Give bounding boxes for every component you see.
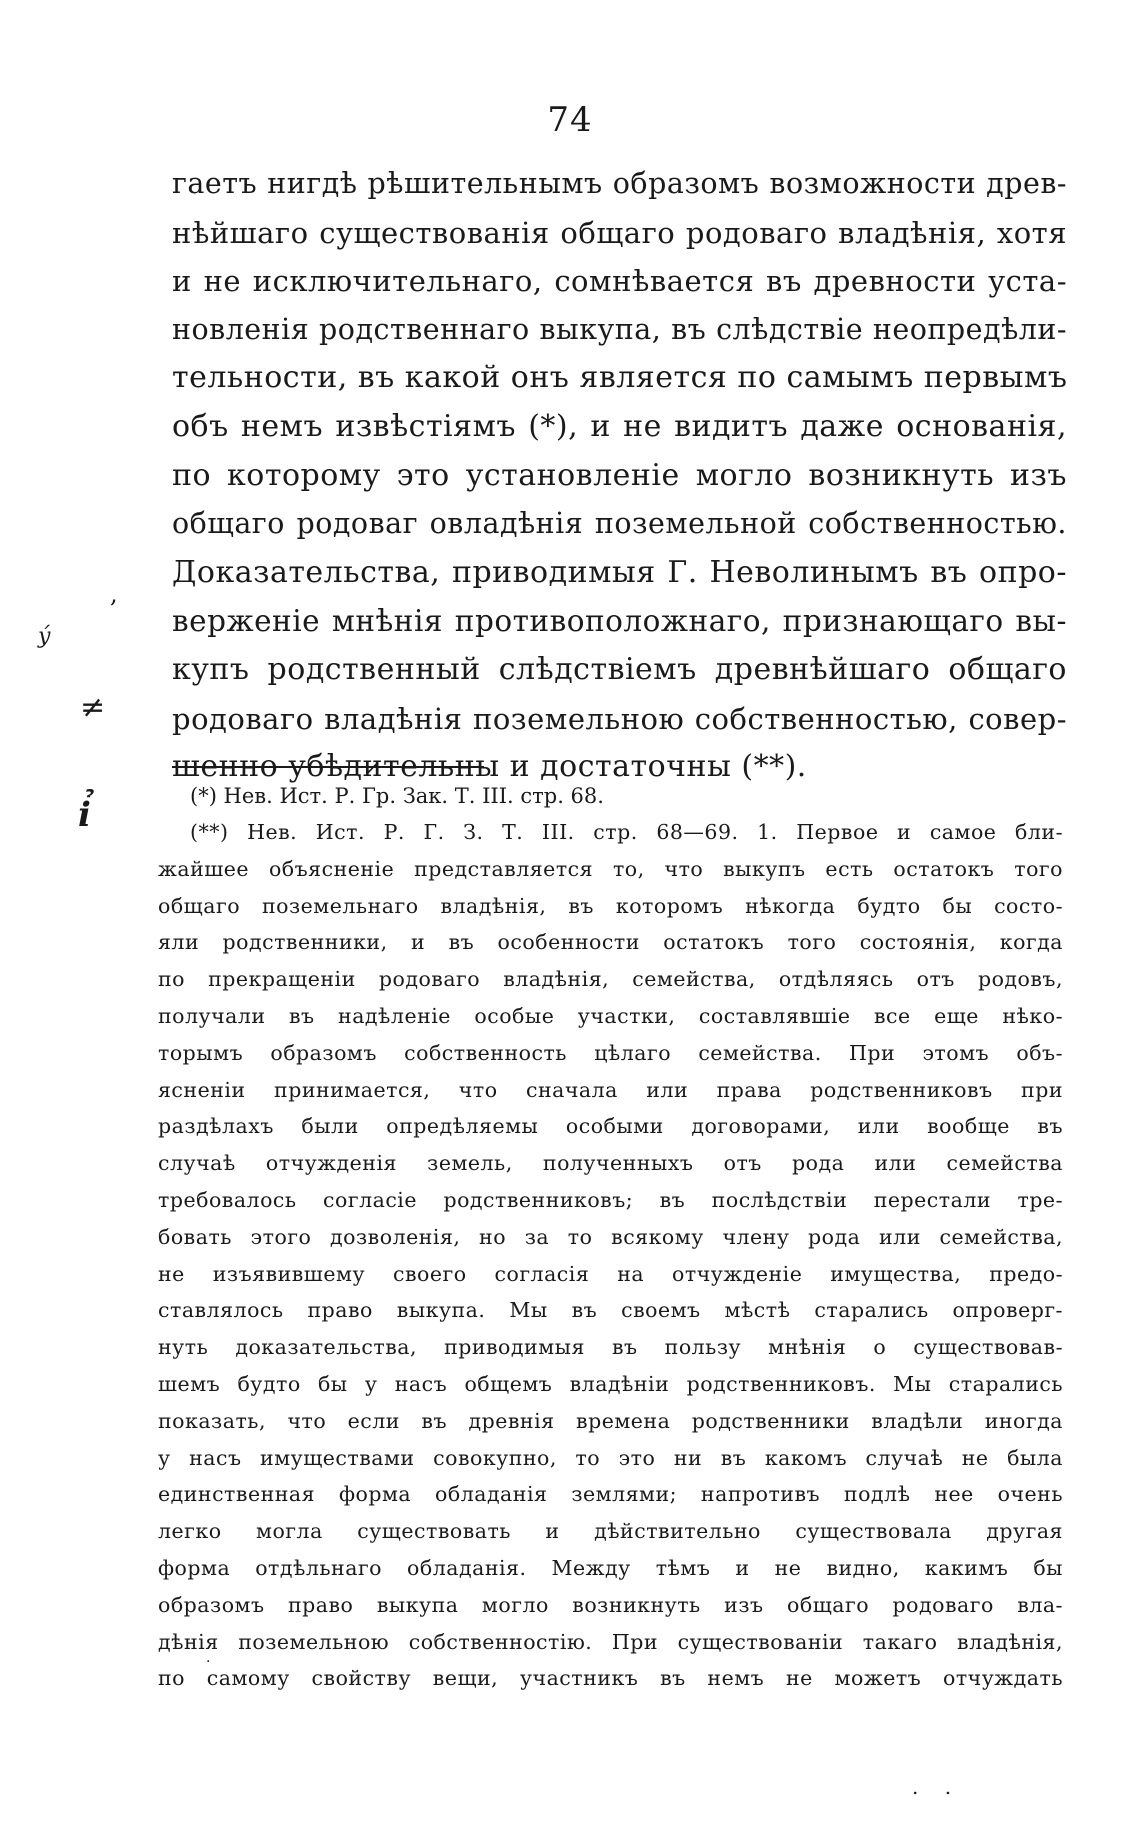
main-text-line: и не исключительнаго, сомнѣвается въ древности уста-: [172, 264, 1067, 299]
footnote-line: (**) Нев. Ист. Р. Г. З. Т. III. стр. 68—69. 1. Первое и самое бли-: [190, 820, 1063, 844]
main-text-line: гаетъ нигдѣ рѣшительнымъ образомъ возможности древ-: [172, 167, 1067, 200]
margin-mark: ≠: [80, 690, 106, 725]
footnote-line: яли родственники, и въ особенности остатокъ того состоянія, когда: [158, 930, 1063, 955]
main-text-line: верженіе мнѣнія противоположнаго, признающаго вы-: [172, 604, 1067, 639]
footnote-line: единственная форма обладанія землями; напротивъ подлѣ нее очень: [158, 1482, 1063, 1507]
footnote-line: ясненіи принимается, что сначала или права родственниковъ при: [158, 1077, 1063, 1102]
footnotes: [158, 778, 1063, 1697]
ink-speck: . .: [912, 1775, 962, 1799]
footnote-divider: [172, 766, 484, 768]
footnote-line: случаѣ отчужденія земель, полученныхъ отъ рода или семейства: [158, 1151, 1063, 1176]
page-number: 74: [547, 100, 593, 140]
margin-mark: ,: [110, 580, 118, 608]
footnote-line: дѣнія поземельною собственностію. При существованіи такаго владѣнія,: [158, 1629, 1063, 1654]
main-text: [172, 160, 1067, 792]
footnote-line: шемъ будто бы у насъ общемъ владѣніи родственниковъ. Мы старались: [158, 1371, 1063, 1396]
footnote-line: нуть доказательства, приводимыя въ пользу мнѣнія о существовав-: [158, 1335, 1063, 1360]
main-text-line: шенно убѣдительны и достаточны (**).: [172, 749, 807, 785]
footnote-line: форма отдѣльнаго обладанія. Между тѣмъ и не видно, какимъ бы: [158, 1555, 1063, 1580]
main-text-line: объ немъ извѣстіямъ (*), и не видитъ даже основанія,: [172, 408, 1067, 444]
footnote-line: по самому свойству вещи, участникъ въ немъ не можетъ отчуждать: [158, 1666, 1063, 1691]
footnote-line: не изъявившему своего согласія на отчужденіе имущества, предо-: [158, 1261, 1063, 1286]
footnote-line: общаго поземельнаго владѣнія, въ которомъ нѣкогда будто бы состо-: [158, 893, 1063, 918]
main-text-line: купъ родственный слѣдствіемъ древнѣйшаго общаго: [172, 651, 1067, 687]
main-text-line: по которому это установленіе могло возникнуть изъ: [172, 457, 1067, 493]
footnote-first: (*) Нев. Ист. Р. Гр. Зак. Т. III. стр. 68.: [190, 784, 604, 808]
main-text-line: общаго родоваг овладѣнія поземельной собственностью.: [172, 507, 1067, 541]
footnote-line: жайшее объясненіе представляется то, что выкупъ есть остатокъ того: [158, 856, 1063, 881]
footnote-line: ставлялось право выкупа. Мы въ своемъ мѣстѣ старались опроверг-: [158, 1298, 1063, 1323]
main-text-line: нѣйшаго существованія общаго родоваго владѣнія, хотя: [172, 215, 1067, 250]
footnote-line: раздѣлахъ были опредѣляемы особыми договорами, или вообще въ: [158, 1114, 1063, 1139]
footnote-line: легко могла существовать и дѣйствительно существовала другая: [158, 1519, 1063, 1544]
footnote-line: по прекращеніи родоваго владѣнія, семейства, отдѣляясь отъ родовъ,: [158, 967, 1063, 992]
footnote-line: бовать этого дозволенія, но за то всякому члену рода или семейства,: [158, 1224, 1063, 1249]
main-text-line: новленія родственнаго выкупа, въ слѣдствіе неопредѣли-: [172, 312, 1067, 346]
ink-blot: ỉ: [78, 795, 91, 835]
footnote-line: образомъ право выкупа могло возникнуть изъ общаго родоваго вла-: [158, 1592, 1063, 1617]
footnote-line: показать, что если въ древнія времена родственники владѣли иногда: [158, 1408, 1063, 1433]
footnote-line: у насъ имуществами совокупно, то это ни въ какомъ случаѣ не была: [158, 1445, 1063, 1470]
ink-speck: .: [206, 1650, 211, 1666]
footnote-line: торымъ образомъ собственность цѣлаго семейства. При этомъ объ-: [158, 1040, 1063, 1065]
margin-mark: ý: [38, 624, 51, 649]
main-text-line: тельности, въ какой онъ является по самымъ первымъ: [172, 360, 1068, 396]
main-text-line: родоваго владѣнія поземельною собственностью, совер-: [172, 701, 1067, 736]
footnote-line: требовалось согласіе родственниковъ; въ послѣдствіи перестали тре-: [158, 1187, 1063, 1212]
main-text-line: Доказательства, приводимыя Г. Неволинымъ въ опро-: [172, 554, 1067, 590]
footnote-line: получали въ надѣленіе особые участки, составлявшіе все еще нѣко-: [158, 1003, 1063, 1028]
